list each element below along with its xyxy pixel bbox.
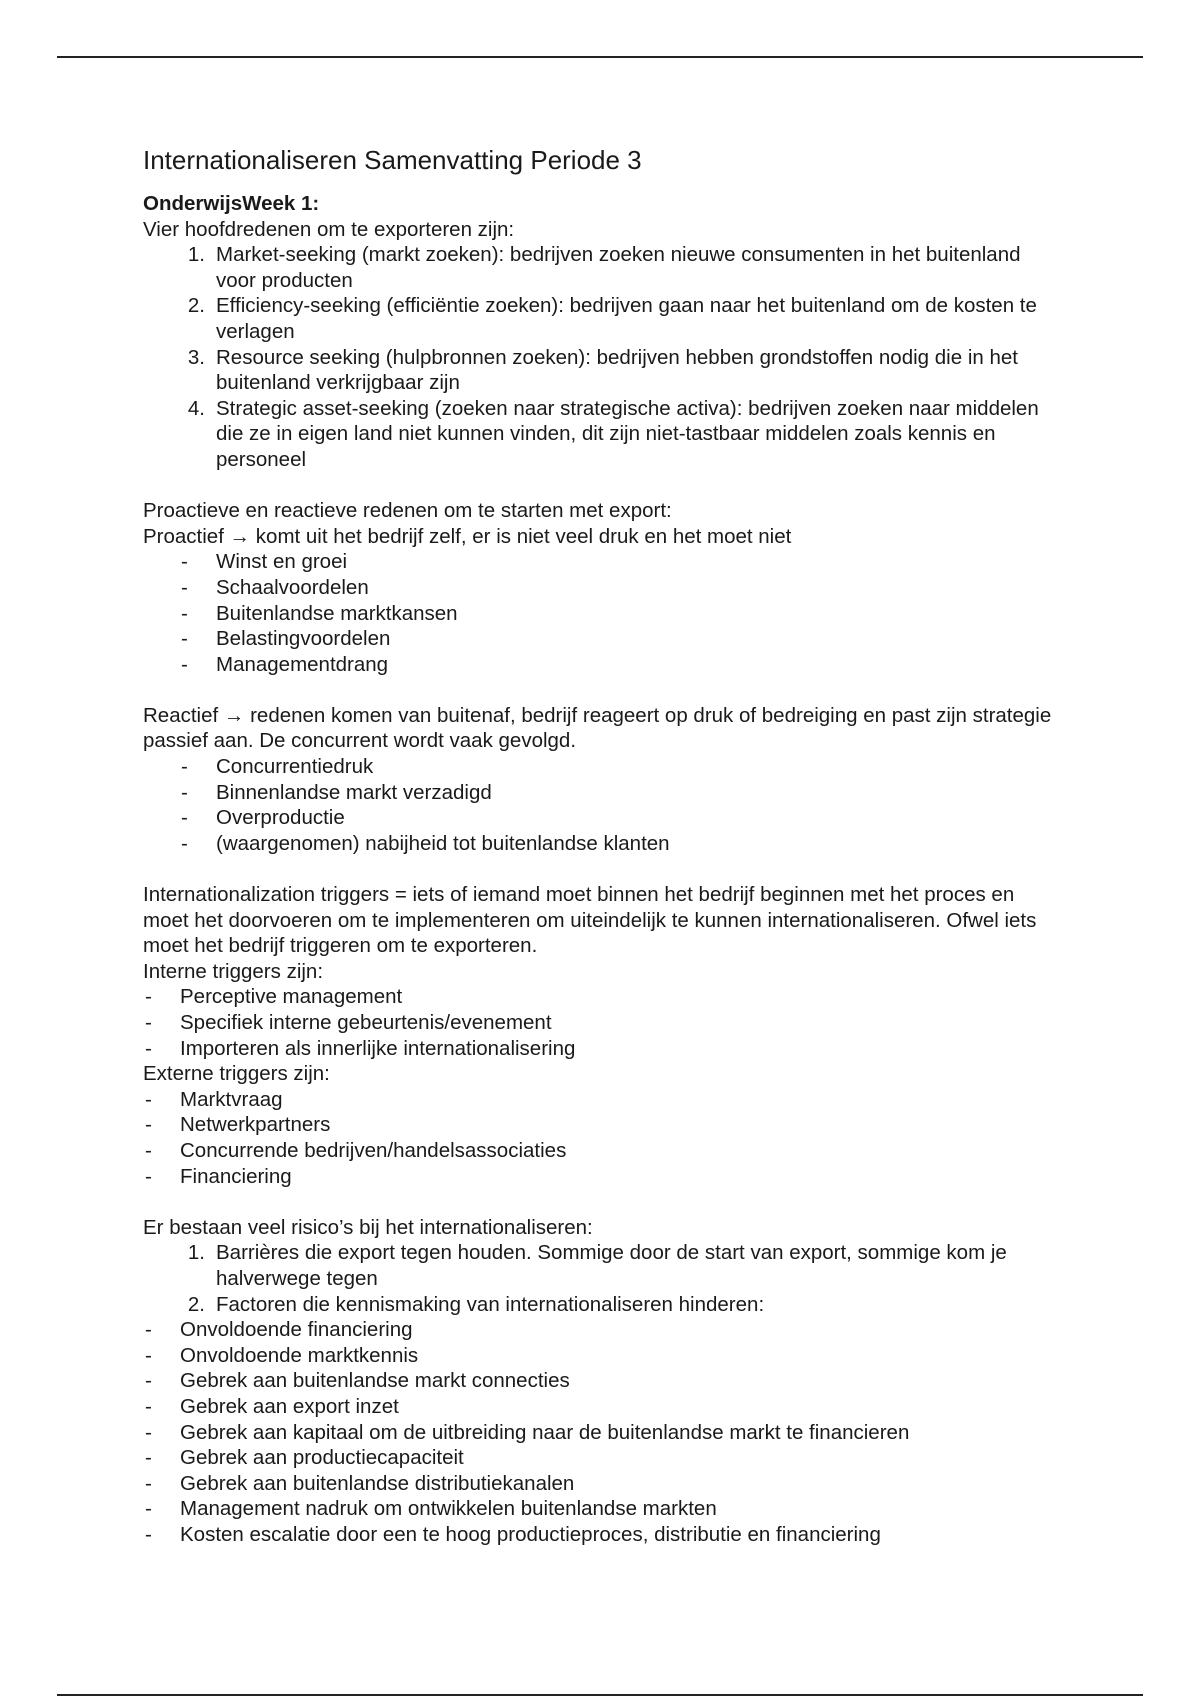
risk-factors-list (143, 1317, 1063, 1547)
list-item: - Gebrek aan kapitaal om de uitbreiding naar de buitenlandse markt te financieren (145, 1420, 910, 1444)
list-item: - Importeren als innerlijke internationalisering (145, 1036, 576, 1060)
internal-triggers-label: Interne triggers zijn: (143, 959, 324, 983)
week-heading: OnderwijsWeek 1: (143, 192, 320, 215)
list-item: - Buitenlandse marktkansen (181, 601, 458, 625)
list-item: - Overproductie (181, 806, 345, 830)
list-item: 2. Factoren die kennismaking van internationaliseren hinderen: (187, 1292, 765, 1316)
reactive-label: Reactief → redenen komen van buitenaf, bedrijf reageert op druk of bedreiging en past zijn strategie passief aan. De concurrent wordt vaak gevolgd. (143, 703, 1052, 753)
risks-numbered-list (143, 1240, 1063, 1317)
list-item: - Concurrende bedrijven/handelsassociaties (145, 1138, 567, 1162)
document-body (143, 143, 1063, 1547)
header-rule (57, 56, 1143, 58)
export-reasons-intro: Vier hoofdredenen om te exporteren zijn: (143, 217, 515, 241)
list-item: - Specifiek interne gebeurtenis/evenement (145, 1011, 552, 1034)
list-item: - Gebrek aan export inzet (145, 1394, 399, 1418)
list-item: - Netwerkpartners (145, 1113, 331, 1137)
list-item: 2. Efficiency-seeking (efficiëntie zoeken): bedrijven gaan naar het buitenland om de kosten te verlagen (187, 294, 1037, 343)
external-triggers-label: Externe triggers zijn: (143, 1062, 330, 1086)
list-item: - Concurrentiedruk (181, 755, 374, 779)
list-item: - Onvoldoende financiering (145, 1318, 413, 1342)
triggers-definition: Internationalization triggers = iets of iemand moet binnen het bedrijf beginnen met het proces en moet het doorvoeren om te implementeren om uiteindelijk te kunnen internationaliseren. Ofwel iets moet het bedrijf triggeren om te exporteren. (143, 883, 1037, 958)
risks-intro: Er bestaan veel risico’s bij het internationaliseren: (143, 1215, 593, 1239)
export-reasons-list (143, 242, 1063, 472)
list-item: - Winst en groei (181, 550, 348, 574)
list-item: - Belastingvoordelen (181, 627, 391, 651)
external-triggers-list (143, 1087, 1063, 1189)
reactive-list (143, 754, 1063, 856)
proactive-label: Proactief → komt uit het bedrijf zelf, er is niet veel druk en het moet niet (143, 524, 792, 548)
list-item: - (waargenomen) nabijheid tot buitenlandse klanten (181, 831, 670, 855)
internal-triggers-list (143, 984, 1063, 1061)
list-item: - Schaalvoordelen (181, 575, 369, 599)
list-item: - Financiering (145, 1164, 292, 1188)
list-item: - Gebrek aan buitenlandse markt connecties (145, 1369, 570, 1393)
list-item: - Kosten escalatie door een te hoog productieproces, distributie en financiering (145, 1522, 881, 1546)
proactive-reactive-intro: Proactieve en reactieve redenen om te starten met export: (143, 499, 672, 523)
list-item: - Gebrek aan buitenlandse distributiekanalen (145, 1471, 575, 1495)
list-item: - Gebrek aan productiecapaciteit (145, 1446, 464, 1470)
list-item: - Managementdrang (181, 652, 389, 676)
list-item: - Marktvraag (145, 1087, 283, 1111)
list-item: - Onvoldoende marktkennis (145, 1343, 419, 1367)
list-item: 1. Barrières die export tegen houden. Sommige door de start van export, sommige kom je halverwege tegen (187, 1241, 1007, 1290)
list-item: - Binnenlandse markt verzadigd (181, 780, 492, 804)
list-item: 1. Market-seeking (markt zoeken): bedrijven zoeken nieuwe consumenten in het buitenland voor producten (187, 243, 1021, 292)
footer-rule (57, 1694, 1143, 1696)
proactive-list (143, 549, 1063, 677)
list-item: - Management nadruk om ontwikkelen buitenlandse markten (145, 1497, 717, 1521)
list-item: 4. Strategic asset-seeking (zoeken naar strategische activa): bedrijven zoeken naar middelen die ze in eigen land niet kunnen vinden, dit zijn niet-tastbaar middelen zoals kennis en personeel (187, 396, 1039, 471)
list-item: 3. Resource seeking (hulpbronnen zoeken): bedrijven hebben grondstoffen nodig die in het buitenland verkrijgbaar zijn (187, 345, 1018, 395)
list-item: - Perceptive management (145, 985, 403, 1009)
document-title: Internationaliseren Samenvatting Periode 3 (143, 145, 642, 175)
